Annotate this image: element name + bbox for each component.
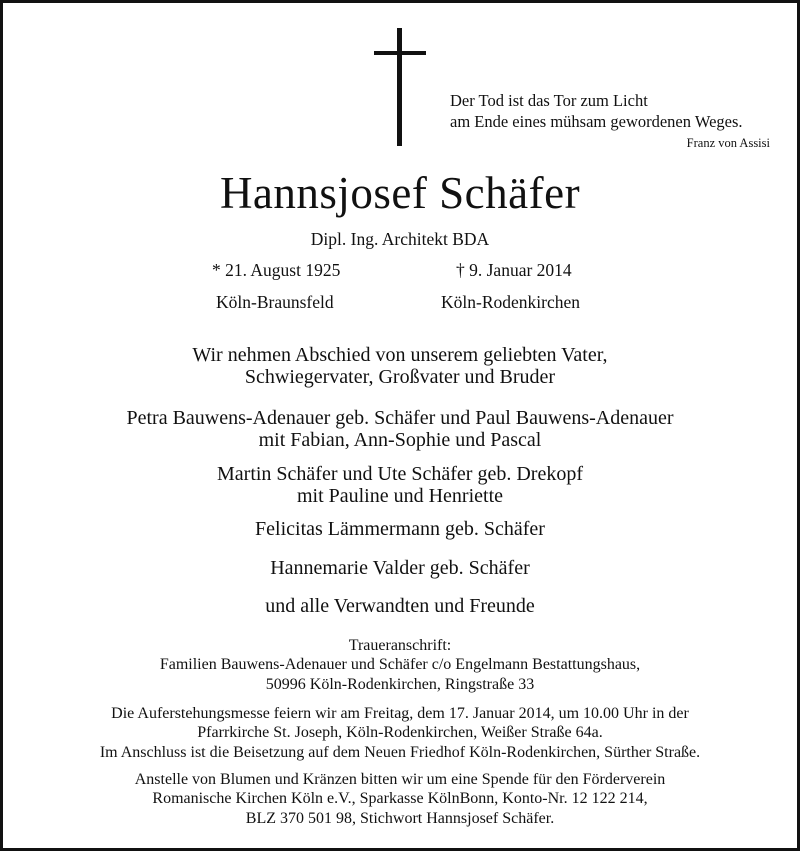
family-line: Hannemarie Valder geb. Schäfer [270,557,530,579]
deceased-name: Hannsjosef Schäfer [219,168,581,218]
quote-line: Der Tod ist das Tor zum Licht [450,91,648,110]
family-line: und alle Verwandten und Freunde [265,595,535,617]
cross-icon [374,28,426,146]
family-line: mit Fabian, Ann-Sophie und Pascal [258,429,542,451]
family-line: Felicitas Lämmermann geb. Schäfer [255,518,545,540]
donation-info [0,770,800,828]
address-line: 50996 Köln-Rodenkirchen, Ringstraße 33 [265,675,535,693]
death-place: Köln-Rodenkirchen [441,292,580,312]
family-group [0,518,800,540]
mourning-address [0,636,800,694]
family-group [0,407,800,451]
service-line: Pfarrkirche St. Joseph, Köln-Rodenkirchen, Weißer Straße 64a. [197,724,603,742]
death-date: † 9. Januar 2014 [456,260,572,280]
birth-date: * 21. August 1925 [212,260,341,280]
farewell-line: Schwiegervater, Großvater und Bruder [244,366,556,388]
deceased-title: Dipl. Ing. Architekt BDA [310,229,490,249]
farewell-line: Wir nehmen Abschied von unserem geliebten Vater, [192,344,608,366]
quote-line: am Ende eines mühsam gewordenen Weges. [450,112,743,131]
address-line: Familien Bauwens-Adenauer und Schäfer c/o Engelmann Bestattungshaus, [159,656,641,674]
family-group [0,557,800,579]
service-line: Im Anschluss ist die Beisetzung auf dem Neuen Friedhof Köln-Rodenkirchen, Sürther Straße. [99,743,701,761]
family-line: Martin Schäfer und Ute Schäfer geb. Drekopf [217,463,583,485]
service-line: Die Auferstehungsmesse feiern wir am Freitag, dem 17. Januar 2014, um 10.00 Uhr in der [111,705,689,722]
family-group [0,463,800,507]
service-info [0,704,800,762]
donation-line: BLZ 370 501 98, Stichwort Hannsjosef Schäfer. [245,809,555,827]
donation-line: Romanische Kirchen Köln e.V., Sparkasse KölnBonn, Konto-Nr. 12 122 214, [152,790,648,808]
birth-place: Köln-Braunsfeld [216,292,334,312]
farewell-text [0,344,800,388]
donation-line: Anstelle von Blumen und Kränzen bitten wir um eine Spende für den Förderverein [134,771,666,788]
address-line: Traueranschrift: [348,637,452,654]
quote [450,90,780,150]
family-line: Petra Bauwens-Adenauer geb. Schäfer und Paul Bauwens-Adenauer [126,407,674,429]
family-group [0,595,800,617]
family-line: mit Pauline und Henriette [296,485,504,507]
quote-author: Franz von Assisi [686,136,770,150]
